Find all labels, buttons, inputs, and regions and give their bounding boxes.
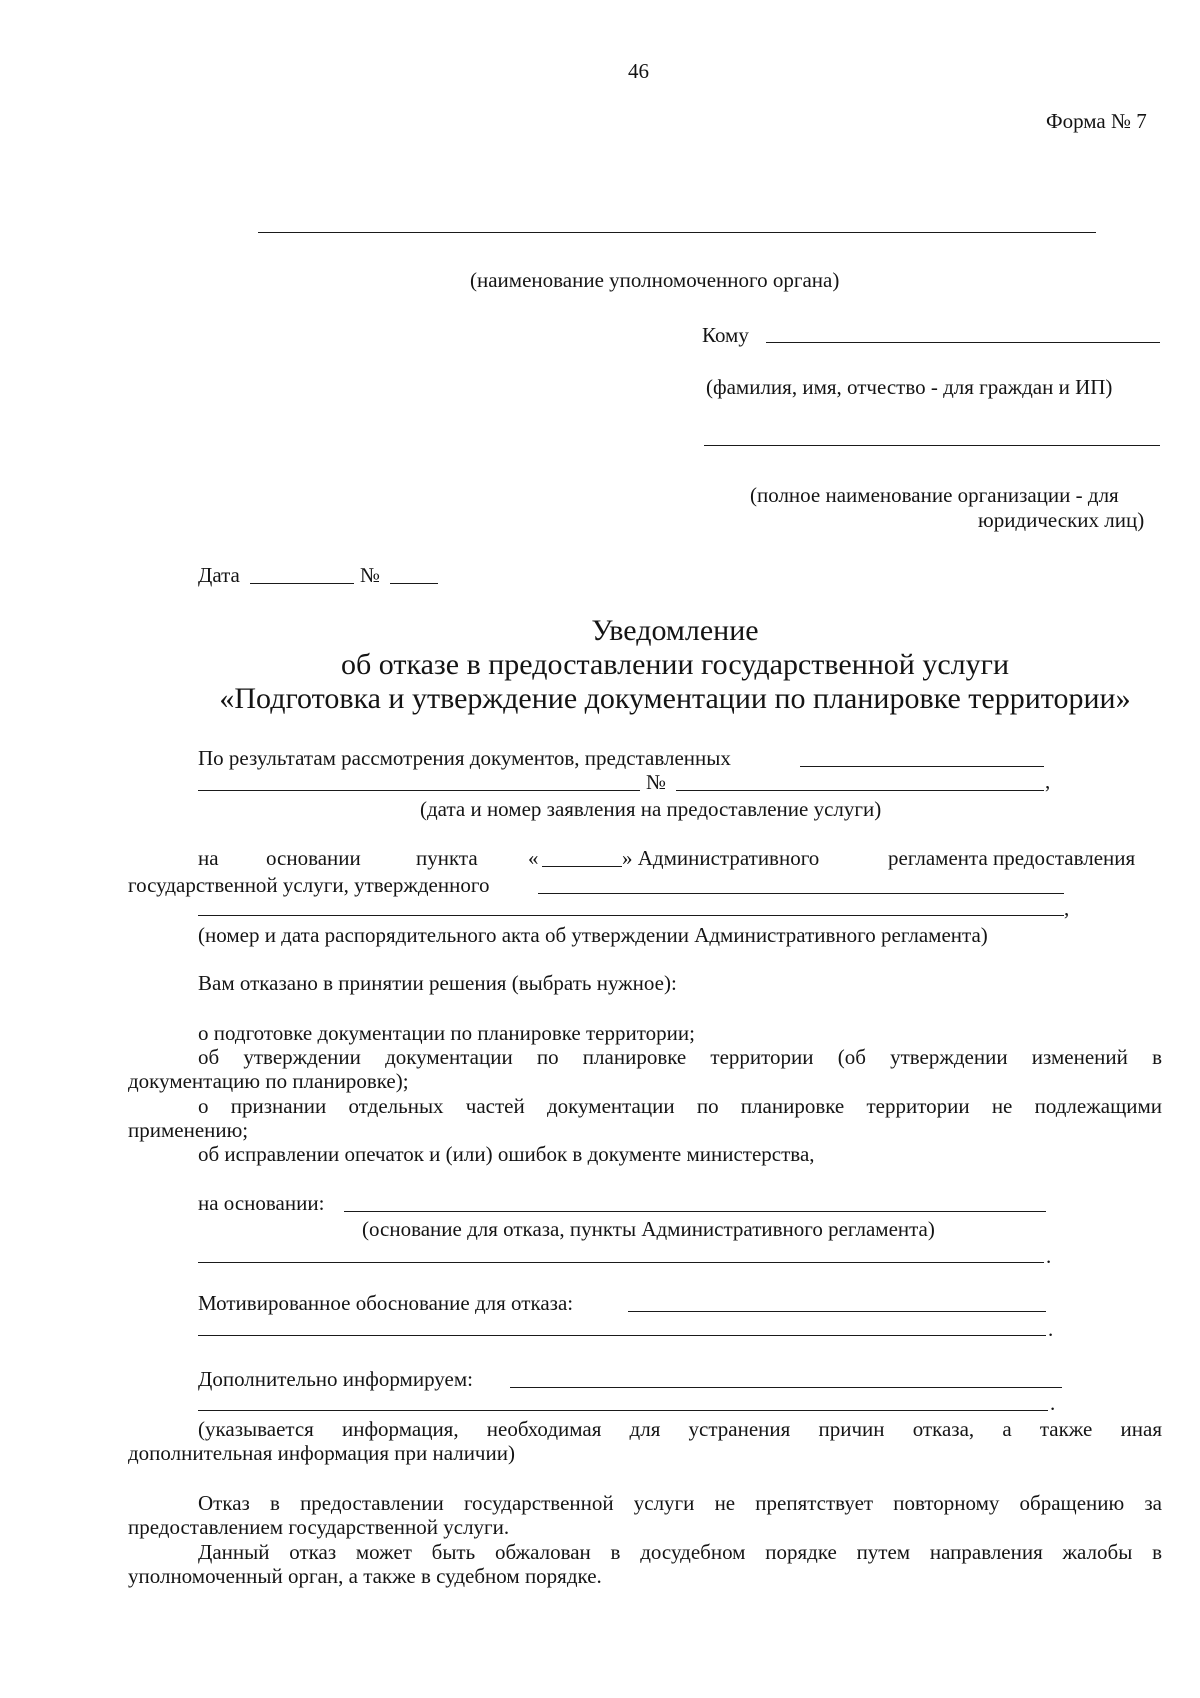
- organization-name-line[interactable]: [704, 445, 1160, 446]
- state-service-approved: государственной услуги, утвержденного: [128, 873, 490, 897]
- option-3-line1: о признании отдельных частей документации по планировке территории не подлежащими: [198, 1094, 1162, 1118]
- number-label: №: [360, 563, 381, 587]
- application-date-line[interactable]: [198, 790, 640, 791]
- application-caption: (дата и номер заявления на предоставление услуги): [420, 797, 882, 821]
- person-caption: (фамилия, имя, отчество - для граждан и ИП): [706, 375, 1113, 399]
- form-label: Форма № 7: [1046, 109, 1147, 133]
- organization-caption-line1: (полное наименование организации - для: [750, 483, 1119, 507]
- additional-line2[interactable]: [198, 1410, 1048, 1411]
- basis-word-reg: регламента предоставления: [888, 846, 1136, 870]
- refused-intro: Вам отказано в принятии решения (выбрать нужное):: [198, 971, 677, 995]
- info-caption-line1: (указывается информация, необходимая для устранения причин отказа, а также иная: [198, 1417, 1162, 1441]
- approval-act-line1[interactable]: [538, 893, 1064, 894]
- option-2-line2: документацию по планировке);: [128, 1069, 409, 1093]
- period-2: .: [1048, 1317, 1054, 1341]
- option-1: о подготовке документации по планировке территории;: [198, 1021, 695, 1045]
- date-line[interactable]: [250, 583, 354, 584]
- grounds-line2[interactable]: [198, 1262, 1044, 1263]
- title-line2: об отказе в предоставлении государственной услуги: [340, 648, 1009, 681]
- to-label: Кому: [702, 323, 749, 347]
- act-caption: (номер и дата распорядительного акта об утверждении Административного регламента): [198, 923, 988, 947]
- regulation-clause-line[interactable]: [542, 866, 622, 867]
- motivated-label: Мотивированное обоснование для отказа:: [198, 1291, 574, 1315]
- period-1: .: [1046, 1244, 1052, 1268]
- option-3-line2: применению;: [128, 1118, 249, 1142]
- basis-word-admin: » Административного: [622, 846, 820, 870]
- additional-label: Дополнительно информируем:: [198, 1367, 473, 1391]
- application-number-line[interactable]: [676, 790, 1044, 791]
- application-number-sign: №: [646, 770, 667, 794]
- title-line3: «Подготовка и утверждение документации по планировке территории»: [219, 682, 1131, 715]
- grounds-caption: (основание для отказа, пункты Административного регламента): [362, 1217, 935, 1241]
- recipient-name-line[interactable]: [766, 342, 1160, 343]
- basis-word-2: основании: [266, 846, 361, 870]
- final-paragraph-1-line1: Отказ в предоставлении государственной услуги не препятствует повторному обращению за: [198, 1491, 1162, 1515]
- number-line[interactable]: [390, 583, 438, 584]
- basis-quote-open: «: [528, 846, 539, 870]
- option-2-line1: об утверждении документации по планировке территории (об утверждении изменений в: [198, 1045, 1162, 1069]
- final-paragraph-1-line2: предоставлением государственной услуги.: [128, 1515, 510, 1539]
- authority-caption: (наименование уполномоченного органа): [470, 268, 840, 292]
- final-paragraph-2-line2: уполномоченный орган, а также в судебном порядке.: [128, 1564, 602, 1588]
- basis-word-3: пункта: [416, 846, 478, 870]
- info-caption-line2: дополнительная информация при наличии): [128, 1441, 515, 1465]
- option-4: об исправлении опечаток и (или) ошибок в документе министерства,: [198, 1142, 815, 1166]
- date-label: Дата: [198, 563, 240, 587]
- basis-word-1: на: [198, 846, 219, 870]
- comma-2: ,: [1064, 896, 1070, 920]
- motivated-line2[interactable]: [198, 1335, 1046, 1336]
- grounds-line1[interactable]: [344, 1211, 1046, 1212]
- authority-name-line[interactable]: [258, 232, 1096, 233]
- comma: ,: [1045, 769, 1051, 793]
- motivated-line1[interactable]: [628, 1311, 1046, 1312]
- title-line1: Уведомление: [591, 614, 759, 647]
- results-line: По результатам рассмотрения документов, представленных: [198, 746, 731, 770]
- additional-line1[interactable]: [510, 1387, 1062, 1388]
- page-number: 46: [628, 59, 649, 83]
- organization-caption-line2: юридических лиц): [978, 508, 1145, 532]
- grounds-label: на основании:: [198, 1191, 325, 1215]
- period-3: .: [1050, 1391, 1056, 1415]
- submitted-by-line[interactable]: [800, 766, 1044, 767]
- final-paragraph-2-line1: Данный отказ может быть обжалован в досудебном порядке путем направления жалобы в: [198, 1540, 1162, 1564]
- approval-act-line2[interactable]: [198, 915, 1064, 916]
